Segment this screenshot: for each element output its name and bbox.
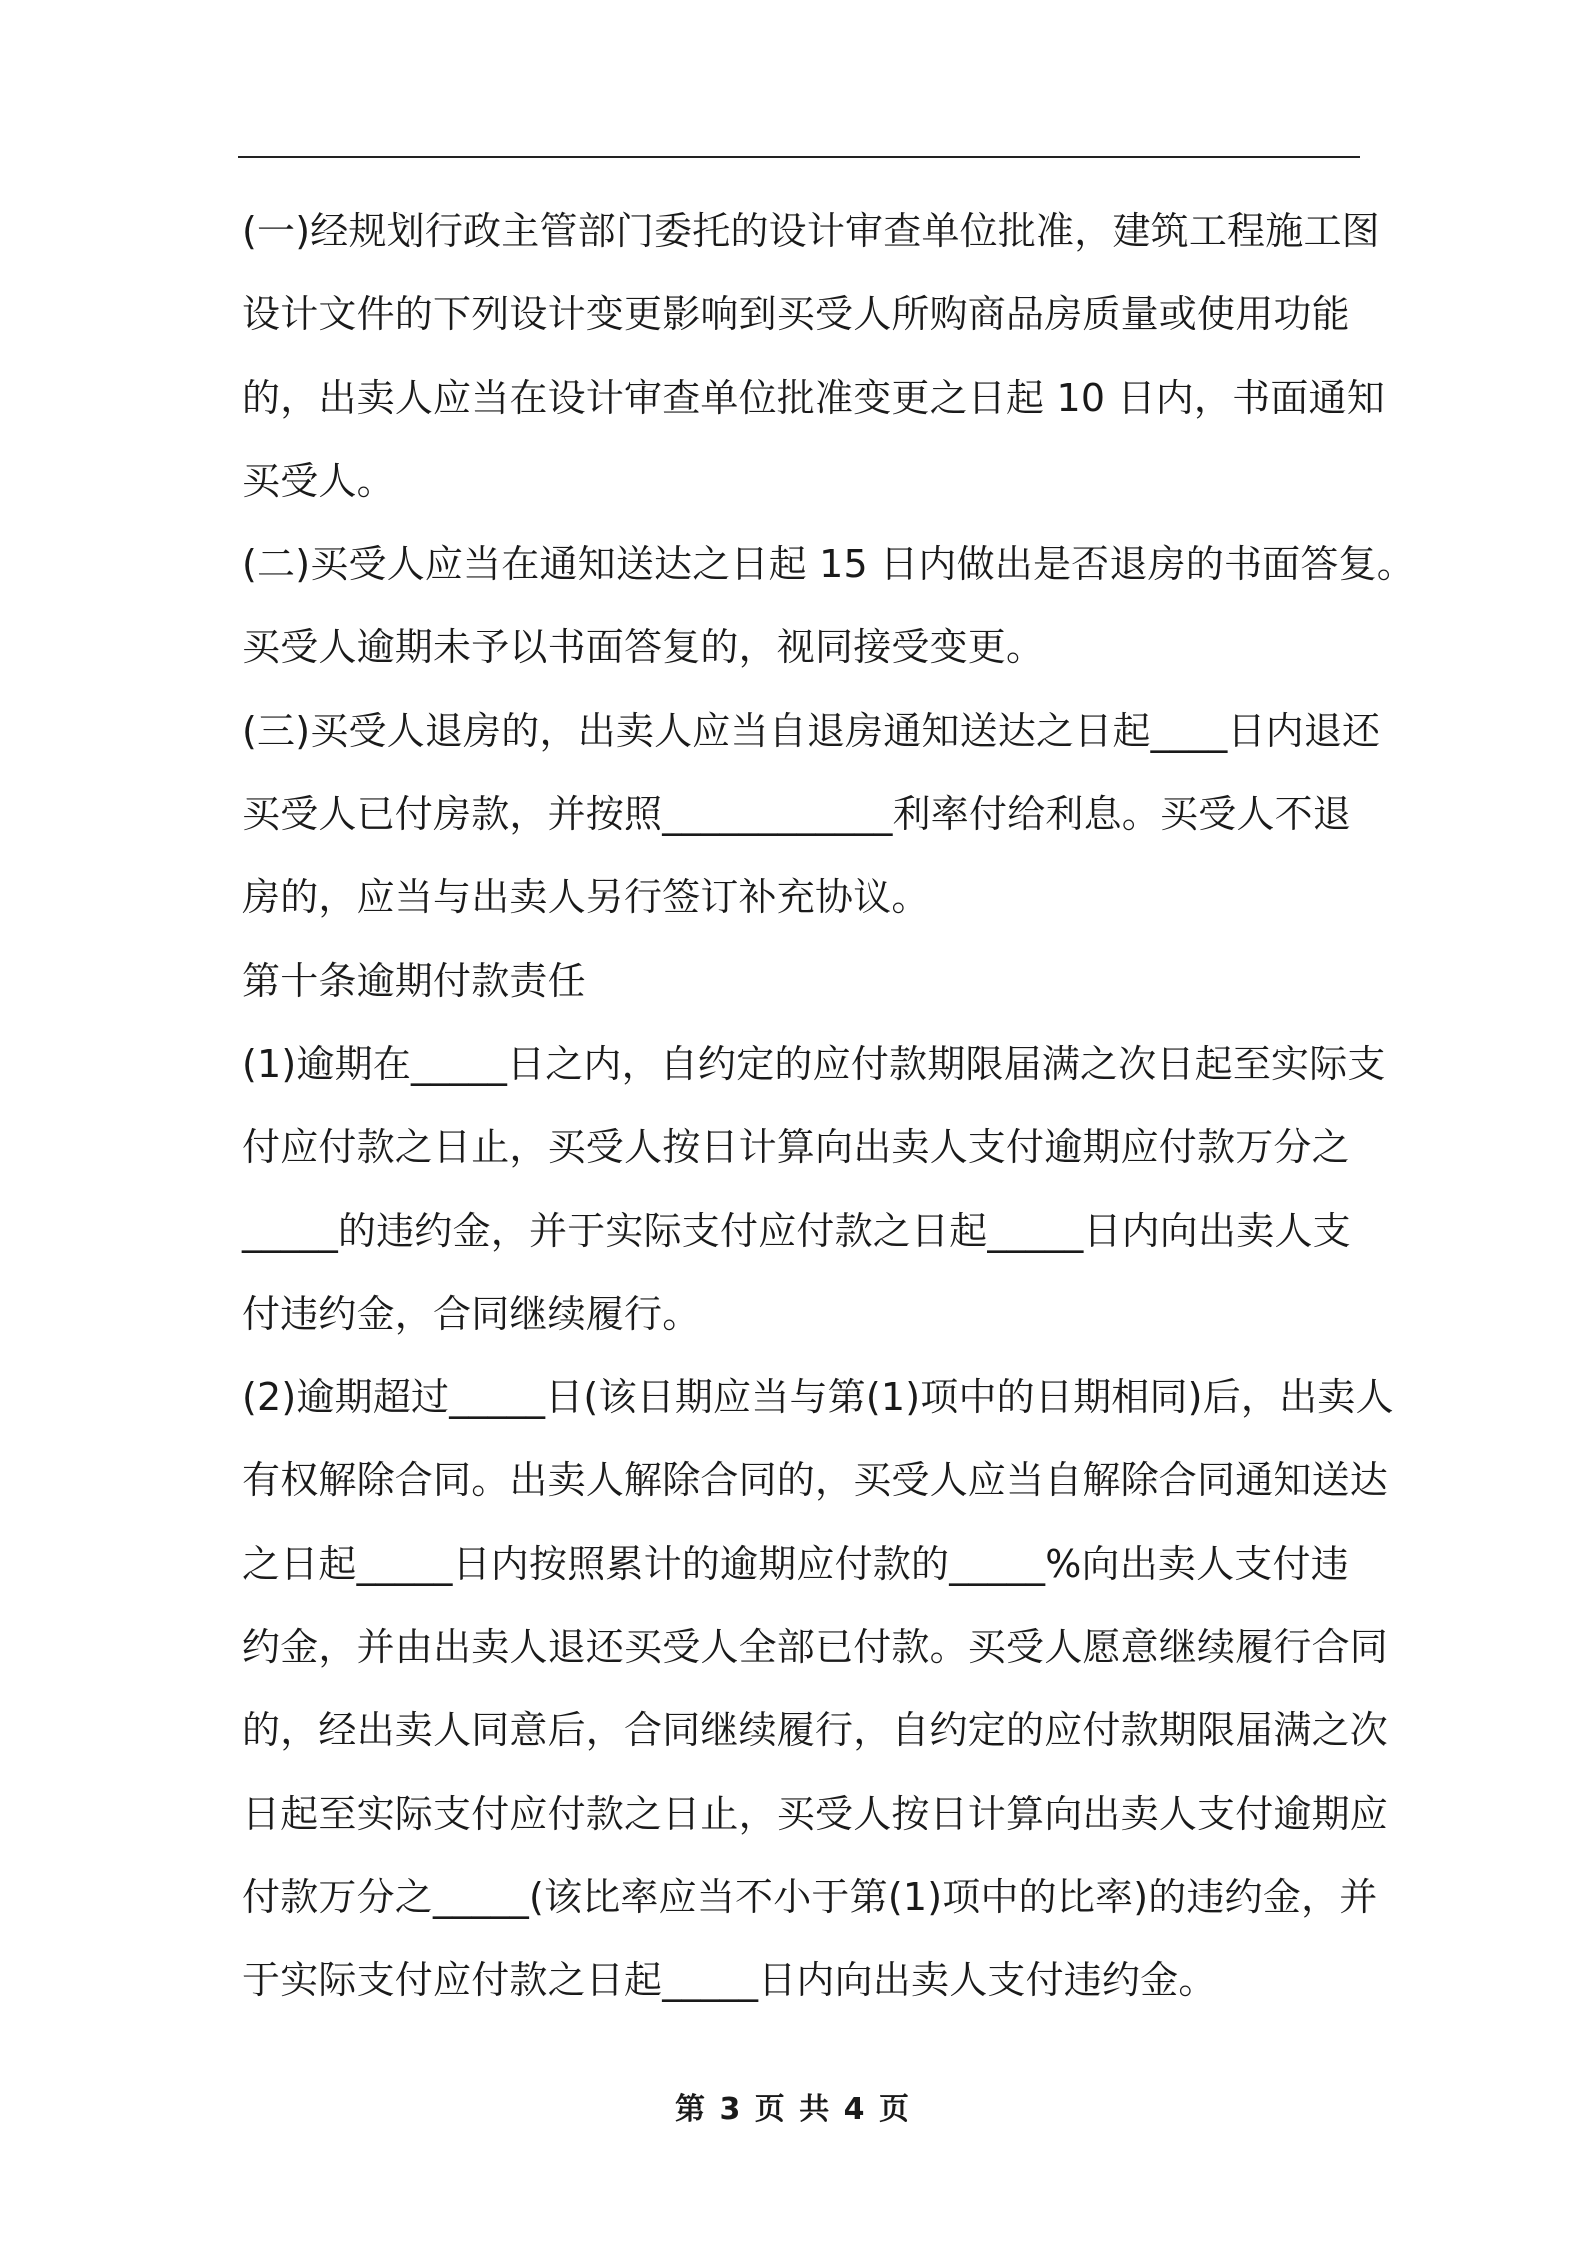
text-line: 付违约金，合同继续履行。 [242, 1291, 701, 1336]
text-line: 房的，应当与出卖人另行签订补充协议。 [242, 875, 930, 920]
document-body [242, 190, 1415, 2023]
text-line: 的，经出卖人同意后，合同继续履行，自约定的应付款期限届满之次 [242, 1708, 1389, 1753]
text-line: 于实际支付应付款之日起_____日内向出卖人支付违约金。 [242, 1958, 1217, 2003]
text-line: (三)买受人退房的，出卖人应当自退房通知送达之日起____日内退还 [242, 708, 1381, 753]
text-line: (二)买受人应当在通知送达之日起 15 日内做出是否退房的书面答复。 [242, 542, 1415, 587]
text-line: 买受人逾期未予以书面答复的，视同接受变更。 [242, 625, 1045, 670]
text-line: 日起至实际支付应付款之日止，买受人按日计算向出卖人支付逾期应 [242, 1791, 1389, 1836]
text-line: 买受人。 [242, 458, 395, 503]
text-line: _____的违约金，并于实际支付应付款之日起_____日内向出卖人支 [242, 1208, 1351, 1253]
text-line: 之日起_____日内按照累计的逾期应付款的_____%向出卖人支付违 [242, 1541, 1349, 1586]
page-number: 第 3 页 共 4 页 [675, 2092, 911, 2127]
text-line: 约金，并由出卖人退还买受人全部已付款。买受人愿意继续履行合同 [242, 1625, 1389, 1670]
text-line: 的，出卖人应当在设计审查单位批准变更之日起 10 日内，书面通知 [242, 375, 1385, 420]
text-line: (2)逾期超过_____日(该日期应当与第(1)项中的日期相同)后，出卖人 [242, 1375, 1394, 1420]
section-heading: 第十条逾期付款责任 [242, 958, 586, 1003]
text-line: 买受人已付房款，并按照____________利率付给利息。买受人不退 [242, 792, 1352, 837]
text-line: (1)逾期在_____日之内，自约定的应付款期限届满之次日起至实际支 [242, 1041, 1386, 1086]
header-divider [238, 156, 1360, 158]
text-line: 付应付款之日止，买受人按日计算向出卖人支付逾期应付款万分之 [242, 1125, 1350, 1170]
text-line: 有权解除合同。出卖人解除合同的，买受人应当自解除合同通知送达 [242, 1458, 1389, 1503]
text-line: 设计文件的下列设计变更影响到买受人所购商品房质量或使用功能 [242, 292, 1350, 337]
text-line: 付款万分之_____(该比率应当不小于第(1)项中的比率)的违约金，并 [242, 1874, 1378, 1919]
text-line: (一)经规划行政主管部门委托的设计审查单位批准，建筑工程施工图 [242, 209, 1380, 253]
